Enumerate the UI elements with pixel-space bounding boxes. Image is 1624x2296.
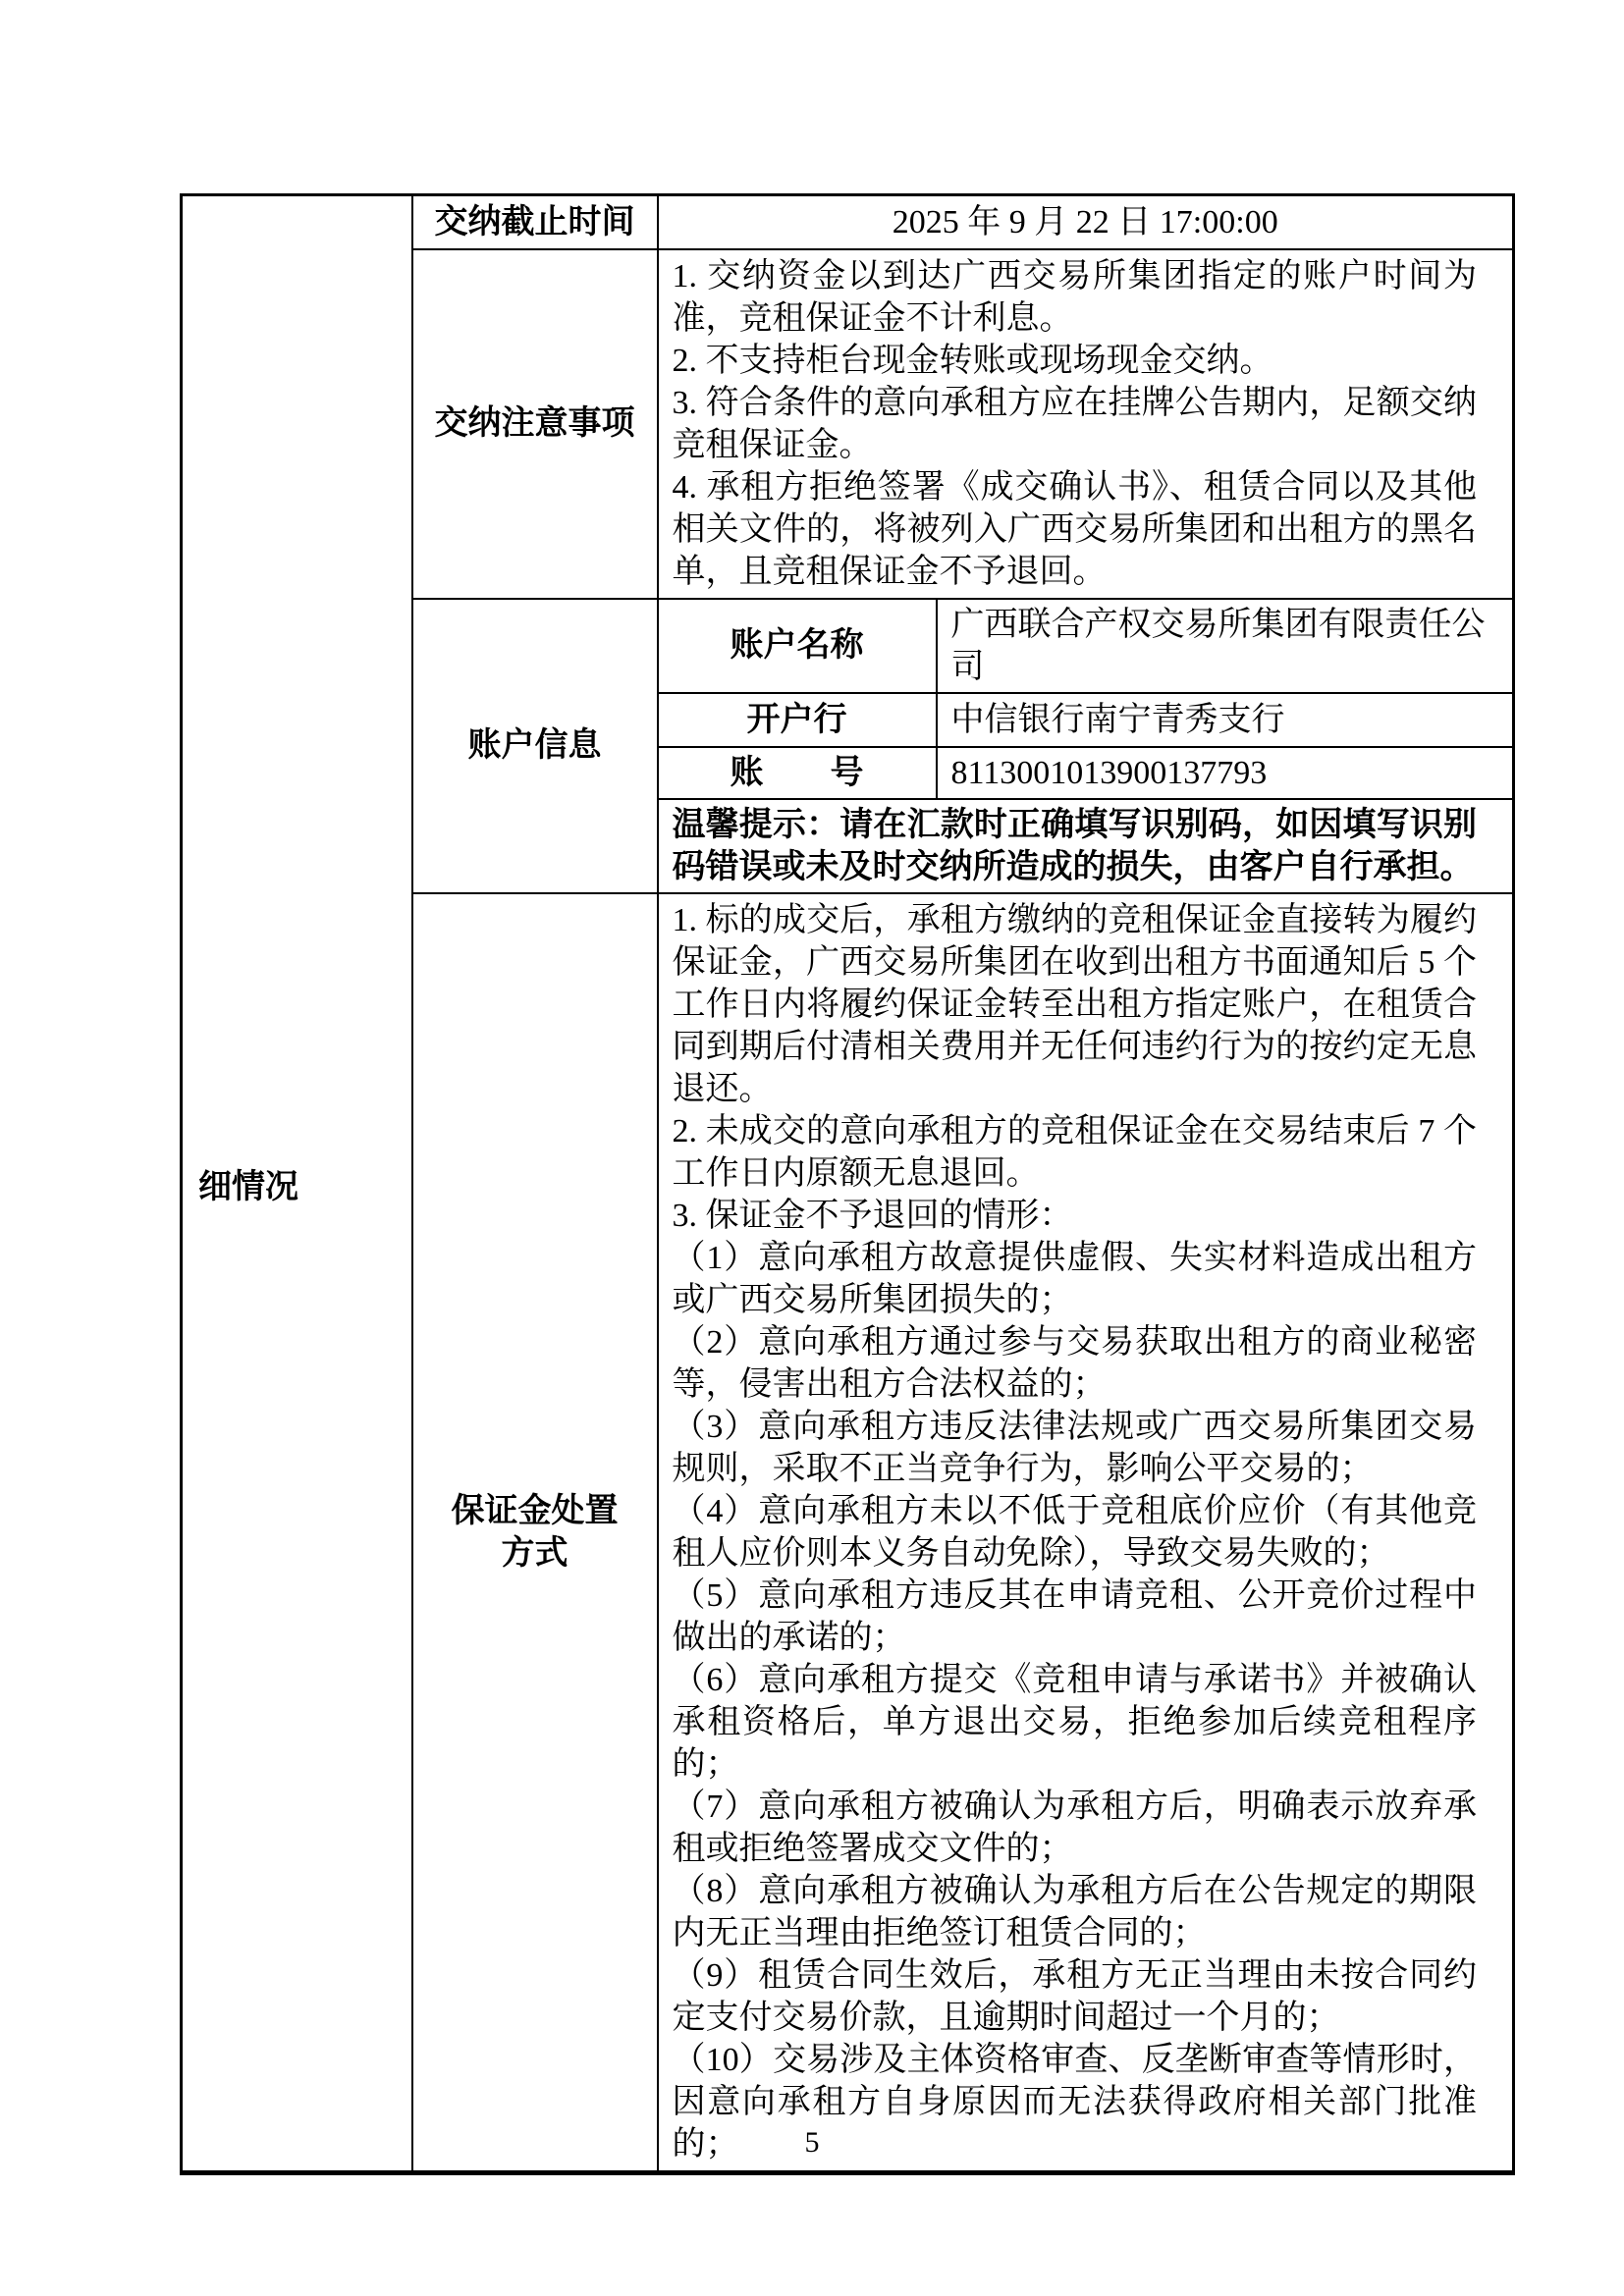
- disposal-label-line2: 方式: [501, 1534, 568, 1572]
- disposal-paragraph: （1）意向承租方故意提供虚假、失实材料造成出租方或广西交易所集团损失的；: [672, 1239, 1477, 1318]
- disposal-paragraph: （10）交易涉及主体资格审查、反垄断审查等情形时，因意向承租方自身原因而无法获得政府相关部门批准的；: [672, 2041, 1477, 2163]
- disposal-label-cell: [412, 893, 658, 2173]
- account-number-value-cell: 8113001013900137793: [937, 747, 1514, 799]
- disposal-paragraph: （5）意向承租方违反其在申请竞租、公开竞价过程中做出的承诺的；: [672, 1576, 1477, 1656]
- account-name-value-cell: 广西联合产权交易所集团有限责任公司: [937, 599, 1514, 693]
- account-info-label-cell: 账户信息: [412, 599, 658, 893]
- disposal-paragraph: （2）意向承租方通过参与交易获取出租方的商业秘密等，侵害出租方合法权益的；: [672, 1323, 1477, 1403]
- page-number: 5: [804, 2126, 820, 2159]
- notes-content-cell: [658, 249, 1514, 599]
- disposal-paragraph: （9）租赁合同生效后，承租方无正当理由未按合同约定支付交易价款，且逾期时间超过一个月的；: [672, 1956, 1477, 2036]
- note-item: 1. 交纳资金以到达广西交易所集团指定的账户时间为准，竞租保证金不计利息。: [672, 257, 1477, 337]
- note-item: 4. 承租方拒绝签署《成交确认书》、租赁合同以及其他相关文件的，将被列入广西交易所集团和出租方的黑名单，且竞租保证金不予退回。: [672, 468, 1477, 590]
- disposal-paragraph: （7）意向承租方被确认为承租方后，明确表示放弃承租或拒绝签署成交文件的；: [672, 1788, 1477, 1867]
- deposit-details-table: [180, 193, 1515, 2175]
- deadline-label-cell: 交纳截止时间: [412, 195, 658, 249]
- note-item: 3. 符合条件的意向承租方应在挂牌公告期内，足额交纳竞租保证金。: [672, 384, 1477, 463]
- disposal-paragraph: （4）意向承租方未以不低于竞租底价应价（有其他竞租人应价则本义务自动免除），导致交易失败的；: [672, 1492, 1477, 1572]
- bank-label-cell: 开户行: [658, 693, 937, 747]
- disposal-paragraph: （8）意向承租方被确认为承租方后在公告规定的期限内无正当理由拒绝签订租赁合同的；: [672, 1872, 1477, 1951]
- disposal-paragraph: 2. 未成交的意向承租方的竞租保证金在交易结束后 7 个工作日内原额无息退回。: [672, 1112, 1477, 1192]
- bank-value-cell: 中信银行南宁青秀支行: [937, 693, 1514, 747]
- remittance-tip-cell: 温馨提示：请在汇款时正确填写识别码，如因填写识别码错误或未及时交纳所造成的损失，由客户自行承担。: [658, 799, 1514, 893]
- notes-label-cell: 交纳注意事项: [412, 249, 658, 599]
- disposal-paragraph: 3. 保证金不予退回的情形：: [672, 1197, 1073, 1234]
- account-number-label-cell: 账 号: [658, 747, 937, 799]
- table-row: [182, 195, 1514, 249]
- deadline-value-cell: 2025 年 9 月 22 日 17:00:00: [658, 195, 1514, 249]
- disposal-paragraph: （6）意向承租方提交《竞租申请与承诺书》并被确认承租资格后，单方退出交易，拒绝参加后续竞租程序的；: [672, 1661, 1477, 1783]
- disposal-paragraph: 1. 标的成交后，承租方缴纳的竞租保证金直接转为履约保证金，广西交易所集团在收到出租方书面通知后 5 个工作日内将履约保证金转至出租方指定账户，在租赁合同到期后付清相关费用并无任何违约行为的按约定无息退还。: [672, 901, 1477, 1107]
- disposal-label-line1: 保证金处置: [451, 1492, 619, 1529]
- disposal-paragraph: （3）意向承租方违反法律法规或广西交易所集团交易规则，采取不正当竞争行为，影响公平交易的；: [672, 1408, 1477, 1487]
- account-name-label-cell: 账户名称: [658, 599, 937, 693]
- side-header-cell: 细情况: [182, 195, 412, 2173]
- disposal-content-cell: [658, 893, 1514, 2173]
- note-item: 2. 不支持柜台现金转账或现场现金交纳。: [672, 342, 1273, 379]
